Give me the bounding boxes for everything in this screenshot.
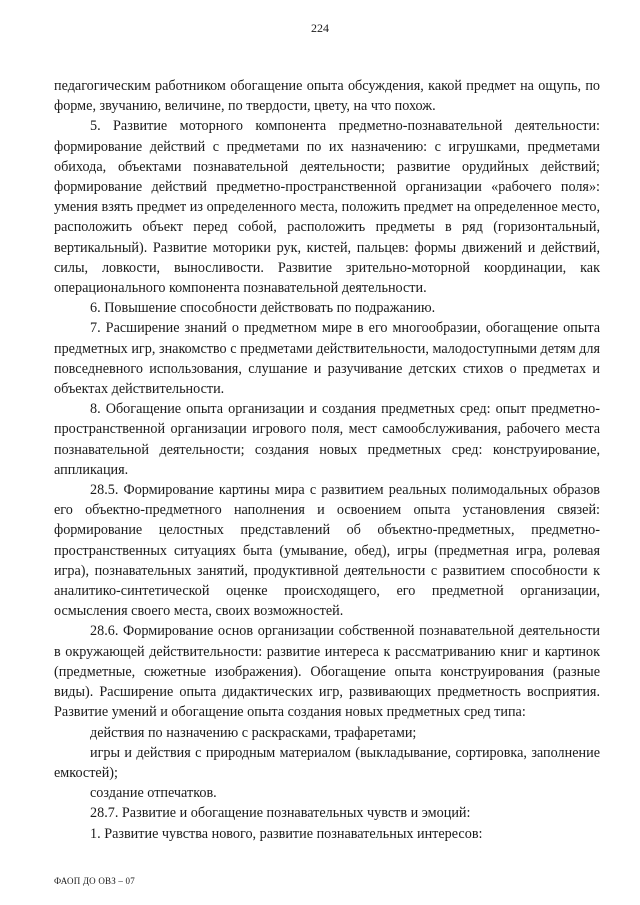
section-heading: 28.7. Развитие и обогащение познавательных чувств и эмоций: [90,805,471,822]
paragraph: педагогическим работником обогащение опыта обсуждения, какой предмет на ощупь, по форме, звучанию, величине, по твердости, цвету, на что похож. [54,78,600,115]
list-item: игры и действия с природным материалом (выкладывание, сортировка, заполнение емкостей); [54,744,600,781]
paragraph: 6. Повышение способности действовать по подражанию. [90,300,436,317]
list-item: действия по назначению с раскрасками, трафаретами; [90,724,417,741]
list-item: создание отпечатков. [90,785,217,802]
footer-label: ФАОП ДО ОВЗ – 07 [54,876,135,886]
body-text [54,76,600,844]
paragraph: 28.5. Формирование картины мира с развитием реальных полимодальных образов его объектно-предметного наполнения и освоением опыта установления связей: формирование целостных представлений об объектно-предметных, предметно-пространственных ситуациях быта (умывание, обед), игры (предметная игра, ролевая игра), познавательных занятий, продуктивной деятельности с развитием способности к аналитико-синтетической оценке происходящего, его предметной организации, осмысления своего места, своих возможностей. [54,482,600,620]
page-number: 224 [311,21,329,35]
paragraph: 7. Расширение знаний о предметном мире в его многообразии, обогащение опыта предметных игр, знакомство с предметами действительности, малодоступными детям для повседневного использования, слушание и разучивание детских стихов о предметах и объектах действительности. [54,320,600,398]
paragraph: 5. Развитие моторного компонента предметно-познавательной деятельности: формирование действий с предметами по их назначению: с игрушками, предметами обихода, объектами познавательной деятельности; развитие орудийных действий; формирование действий предметно-пространственной организации «рабочего поля»: умения взять предмет из определенного места, положить предмет на определенное место, расположить объект перед собой, расположить предметы в ряд (горизонтальный, вертикальный). Развитие моторики рук, кистей, пальцев: формы движений и действий, силы, ловкости, выносливости. Развитие зрительно-моторной координации, как операционального компонента познавательной деятельности. [54,118,600,297]
paragraph: 8. Обогащение опыта организации и создания предметных сред: опыт предметно-пространственной организации игрового поля, мест самообслуживания, рабочего места познавательной деятельности; создания новых предметных сред: конструирование, аппликация. [54,401,600,478]
paragraph: 1. Развитие чувства нового, развитие познавательных интересов: [90,825,483,842]
paragraph: 28.6. Формирование основ организации собственной познавательной деятельности в окружающей действительности: развитие интереса к рассматриванию книг и картинок (предметные, сюжетные изображения). Обогащение опыта конструирования (разные виды). Расширение опыта дидактических игр, развивающих предметность восприятия. Развитие умений и обогащение опыта создания новых предметных сред типа: [54,623,600,721]
